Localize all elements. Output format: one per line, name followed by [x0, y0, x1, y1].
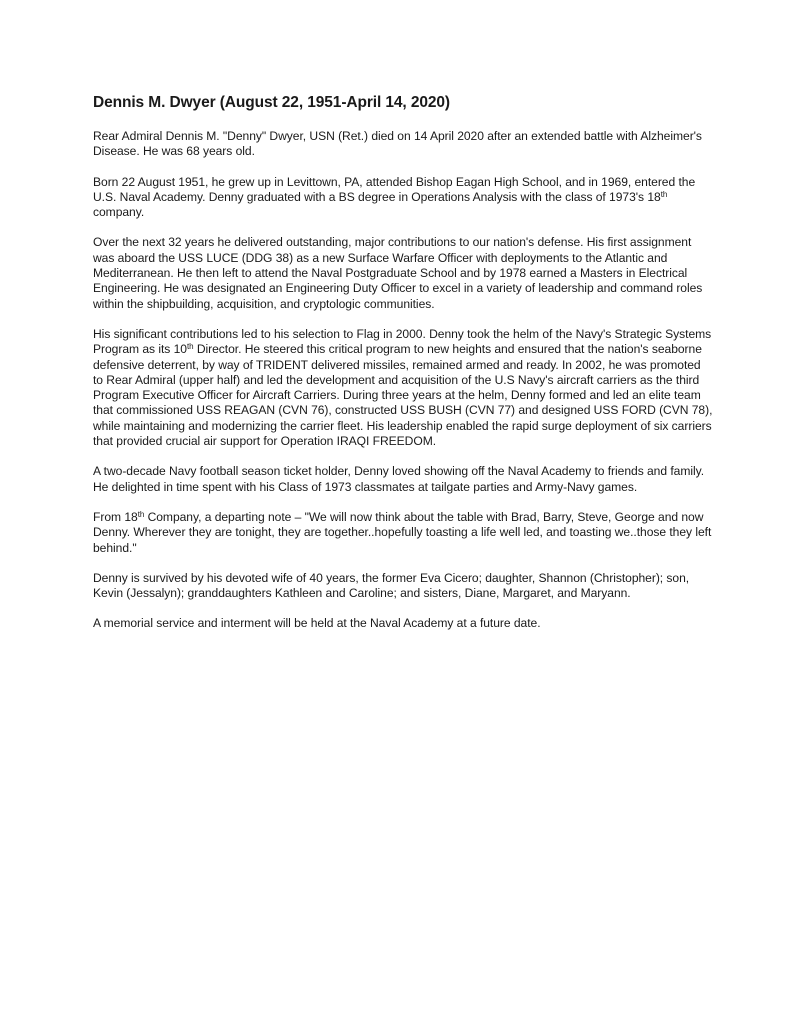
paragraph-text: Born 22 August 1951, he grew up in Levittown, PA, attended Bishop Eagan High School, and in 1969, entered the U.S. Naval Academy. Denny graduated with a BS degree in Operations Analysis with the class of 1973's 18	[93, 174, 696, 204]
document-page	[93, 94, 713, 647]
paragraph-text: Rear Admiral Dennis M. "Denny" Dwyer, USN (Ret.) died on 14 April 2020 after an extended battle with Alzheimer's Disease. He was 68 years old.	[93, 129, 702, 159]
paragraph-text: A memorial service and interment will be held at the Naval Academy at a future date.	[93, 616, 541, 631]
paragraph-text: company.	[93, 205, 145, 220]
paragraph-text: His significant contributions led to his selection to Flag in 2000. Denny took the helm of the Navy's Strategic Systems Program as its 10	[93, 326, 712, 357]
superscript-ordinal: th	[660, 189, 668, 199]
superscript-ordinal: th	[137, 509, 145, 519]
paragraph-death-notice	[93, 129, 713, 160]
paragraph-text: Denny is survived by his devoted wife of 40 years, the former Eva Cicero; daughter, Shannon (Christopher); son, Kevin (Jessalyn); granddaughters Kathleen and Caroline; and sisters, Diane, Margaret, and Maryann.	[93, 570, 690, 601]
paragraph-survivors	[93, 571, 713, 602]
paragraph-navy-football	[93, 464, 713, 495]
paragraph-memorial	[93, 616, 713, 631]
paragraph-text: Director. He steered this critical program to new heights and ensured that the nation's seaborne defensive deterrent, by way of TRIDENT delivered missiles, remained armed and ready. In 2002, he was promoted to Rear Admiral (upper half) and led the development and acquisition of the U.S Navy's aircraft carriers as the third Program Executive Officer for Aircraft Carriers. During three years at the helm, Denny formed and led an elite team that commissioned USS REAGAN (CVN 76), constructed USS BUSH (CVN 77) and designed USS FORD (CVN 78), while maintaining and modernizing the carrier fleet. His leadership enabled the rapid surge deployment of six carriers that provided crucial air support for Operation IRAQI FREEDOM.	[93, 342, 713, 449]
paragraph-departing-note	[93, 510, 713, 556]
document-title: Dennis M. Dwyer (August 22, 1951-April 14, 2020)	[93, 94, 450, 111]
paragraph-text: From 18	[93, 509, 138, 524]
paragraph-career	[93, 235, 713, 311]
paragraph-text: A two-decade Navy football season ticket holder, Denny loved showing off the Naval Academy to friends and family. He delighted in time spent with his Class of 1973 classmates at tailgate parties and Army-Navy games.	[93, 464, 705, 494]
paragraph-text: Over the next 32 years he delivered outstanding, major contributions to our nation's defense. His first assignment was aboard the USS LUCE (DDG 38) as a new Surface Warfare Officer with deployments to the Atlantic and Mediterranean. He then left to attend the Naval Postgraduate School and by 1978 earned a Masters in Electrical Engineering. He was designated an Engineering Duty Officer to excel in a variety of leadership and command roles within the shipbuilding, acquisition, and cryptologic communities.	[93, 235, 703, 311]
paragraph-text: Company, a departing note – "We will now think about the table with Brad, Barry, Steve, George and now Denny. Wherever they are tonight, they are together..hopefully toasting a life well led, and toasting we..those they left behind."	[93, 509, 712, 555]
paragraph-early-life	[93, 175, 713, 221]
superscript-ordinal: th	[186, 342, 194, 352]
paragraph-flag-career	[93, 327, 713, 449]
